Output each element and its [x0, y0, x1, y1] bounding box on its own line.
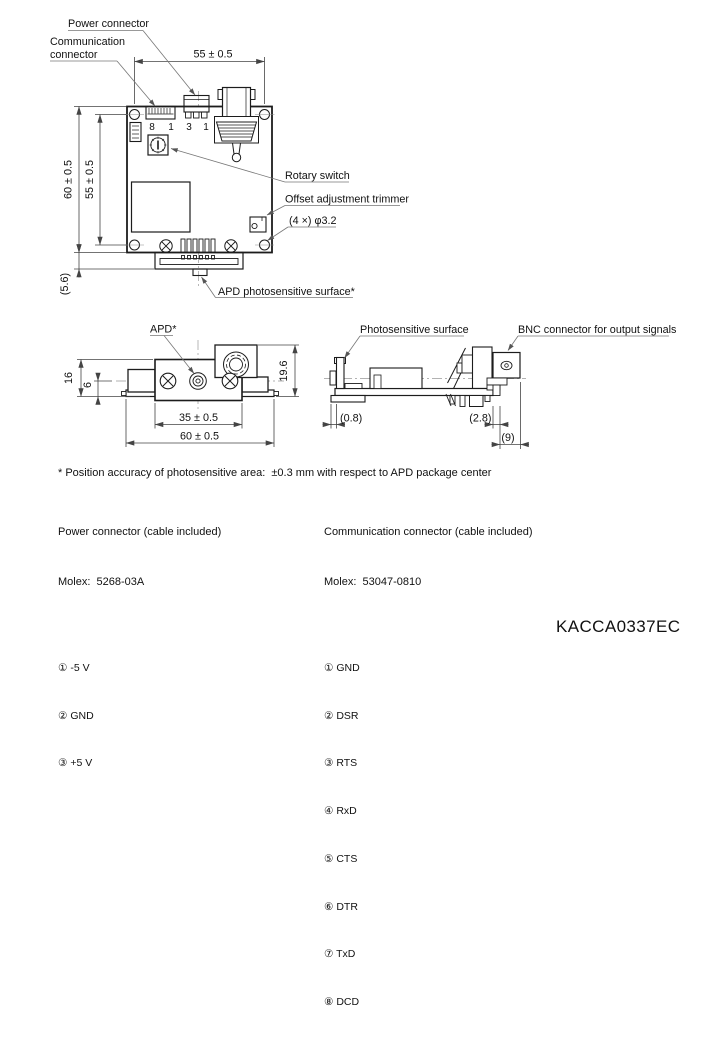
communication-connector-part: Molex: 53047-0810 — [324, 575, 422, 588]
comm-pin-item: ⑤ CTS — [324, 852, 358, 865]
comm-pin-item: ⑦ TxD — [324, 948, 356, 961]
comm-pin-item: ⑥ DTR — [324, 900, 358, 913]
communication-connector-title: Communication connector (cable included) — [324, 526, 533, 538]
label-apd-surface: APD photosensitive surface* — [218, 286, 355, 298]
top-view-leaders — [50, 31, 400, 298]
dim-side-bnc-protrusion: (9) — [501, 432, 515, 444]
label-power-connector: Power connector — [68, 18, 150, 30]
power-connector-title: Power connector (cable included) — [58, 526, 222, 538]
drawing-canvas — [0, 0, 712, 460]
dim-top-width: 55 ± 0.5 — [193, 48, 233, 61]
apd-bracket — [155, 253, 243, 276]
footnote: * Position accuracy of photosensitive area: ±0.3 mm with respect to APD package center — [58, 467, 492, 479]
dim-top-height-inner: 55 ± 0.5 — [84, 160, 96, 199]
comm-pin-item: ② DSR — [324, 709, 359, 722]
label-communication-line1: Communication — [50, 36, 126, 48]
dim-front-width-inner: 35 ± 0.5 — [179, 412, 218, 424]
power-connector-part: Molex: 5268-03A — [58, 575, 145, 588]
label-hole-spec: (4 ×) φ3.2 — [289, 215, 337, 227]
label-rotary-switch: Rotary switch — [285, 170, 350, 182]
comm-pin-item: ① GND — [324, 662, 360, 674]
label-photosensitive-surface: Photosensitive surface — [360, 324, 469, 336]
communication-connector-pins — [324, 627, 533, 1045]
dim-front-right-height: 19.6 — [278, 360, 290, 382]
dim-front-base-height: 6 — [82, 381, 94, 389]
document-number: KACCA0337EC — [556, 617, 681, 636]
dim-side-right-offset: (2.8) — [469, 412, 492, 425]
dim-top-height-outer: 60 ± 0.5 — [62, 160, 75, 199]
dim-apd-offset: (5.6) — [59, 272, 71, 296]
label-communication-line2: connector — [50, 49, 98, 61]
power-pin-1-label: 1 — [203, 122, 209, 133]
power-connector-block — [58, 490, 221, 824]
power-connector-pins — [58, 627, 221, 806]
dim-side-left-offset: (0.8) — [340, 412, 363, 425]
comm-pin-item: ⑧ DCD — [324, 995, 360, 1008]
comm-pin-item: ③ RTS — [324, 757, 358, 770]
communication-connector-block — [324, 490, 533, 1063]
comm-pin-8-label: 8 — [149, 122, 155, 133]
label-bnc-connector: BNC connector for output signals — [518, 324, 677, 336]
label-offset-trimmer: Offset adjustment trimmer — [285, 193, 410, 206]
comm-pin-1-label: 1 — [168, 122, 174, 133]
power-pin-item: ③ +5 V — [58, 757, 93, 770]
power-pin-item: ② GND — [58, 709, 94, 722]
side-view — [323, 324, 678, 449]
front-view — [63, 324, 299, 448]
power-pin-item: ① -5 V — [58, 662, 90, 674]
power-pin-3-label: 3 — [186, 122, 192, 133]
side-body — [330, 347, 520, 407]
comm-pin-item: ④ RxD — [324, 805, 357, 818]
dim-front-width-outer: 60 ± 0.5 — [180, 430, 219, 443]
dim-front-height: 16 — [63, 371, 75, 385]
label-apd: APD* — [150, 323, 177, 336]
top-view — [50, 18, 409, 298]
